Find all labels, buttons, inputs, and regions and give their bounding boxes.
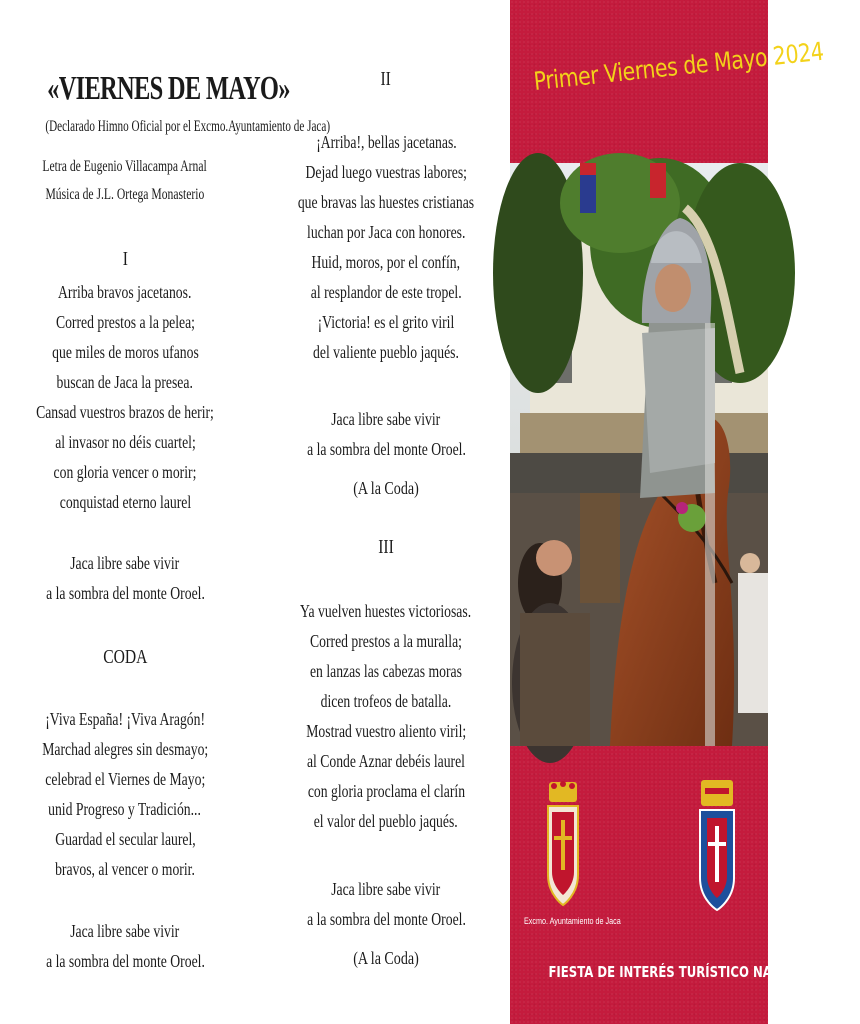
verse-line: bravos, al vencer o morir. [55,859,195,879]
verse-line: a la sombra del monte Oroel. [45,951,205,971]
verse-line: Huid, moros, por el confín, [311,252,461,272]
verse-line: Mostrad vuestro aliento viril; [306,721,466,741]
verse-line: al resplandor de este tropel. [310,282,462,302]
verse-line: Guardad el secular laurel, [54,829,196,849]
lyrics-column-middle [262,0,510,1024]
song-subtitle: (Declarado Himno Oficial por el Excmo.Ayuntamiento de Jaca) [45,118,331,135]
verse-line: que bravas las huestes cristianas [297,192,475,212]
music-credit: Música de J.L. Ortega Monasterio [45,186,205,203]
verse-line: Jaca libre sabe vivir [70,553,180,573]
verse-line: Arriba bravos jacetanos. [58,282,192,302]
verse-line: Jaca libre sabe vivir [70,921,180,941]
cover-title: Primer Viernes de Mayo 2024 [532,36,825,96]
chorus-1 [0,548,250,608]
verse-line: ¡Viva España! ¡Viva Aragón! [45,709,205,729]
verse-line: al invasor no déis cuartel; [54,432,196,452]
verse-line: Corred prestos a la muralla; [310,631,462,651]
section-heading-1: I [122,248,128,270]
coda-verse [0,704,250,884]
verse-line: del valiente pueblo jaqués. [313,342,459,362]
lyrics-column-left [0,0,331,1024]
coda-note-1: (A la Coda) [353,478,419,498]
verse-line: luchan por Jaca con honores. [306,222,466,242]
fiesta-tag: FIESTA DE INTERÉS TURÍSTICO NACIONAL [548,963,822,981]
coda-note-2: (A la Coda) [353,948,419,968]
verse-line: ¡Arriba!, bellas jacetanas. [315,132,457,152]
lyrics-credit: Letra de Eugenio Villacampa Arnal [42,158,208,175]
verse-line: celebrad el Viernes de Mayo; [45,769,205,789]
chorus-end [0,916,250,976]
verse-3 [262,596,510,836]
verse-line: conquistad eterno laurel [59,492,191,512]
verse-line: a la sombra del monte Oroel. [45,583,205,603]
verse-line: Jaca libre sabe vivir [331,879,441,899]
verse-line: a la sombra del monte Oroel. [306,909,466,929]
verse-line: con gloria vencer o morir; [53,462,197,482]
verse-line: al Conde Aznar debéis laurel [306,751,466,771]
verse-2 [262,127,510,367]
verse-line: en lanzas las cabezas moras [310,661,462,681]
chorus-3 [262,874,510,934]
chorus-2 [262,404,510,464]
verse-line: Corred prestos a la pelea; [55,312,195,332]
verse-line: Marchad alegres sin desmayo; [41,739,209,759]
verse-line: ¡Victoria! es el grito viril [317,312,455,332]
verse-line: Cansad vuestros brazos de herir; [36,402,214,422]
verse-line: unid Progreso y Tradición... [48,799,202,819]
verse-line: buscan de Jaca la presea. [56,372,194,392]
verse-line: dicen trofeos de batalla. [320,691,452,711]
coda-heading: CODA [102,646,148,668]
cover-photo [510,163,768,746]
verse-line: con gloria proclama el clarín [307,781,465,801]
verse-line: a la sombra del monte Oroel. [306,439,466,459]
section-heading-3: III [378,536,394,558]
medieval-rider-photo [510,163,768,746]
song-title: «VIERNES DE MAYO» [47,70,290,107]
verse-line: Ya vuelven huestes victoriosas. [300,601,472,621]
section-heading-2: II [380,68,392,90]
verse-1 [0,277,250,517]
verse-line: Dejad luego vuestras labores; [305,162,467,182]
coat-of-arms-jaca-icon [545,780,581,910]
verse-line: que miles de moros ufanos [51,342,199,362]
verse-line: Jaca libre sabe vivir [331,409,441,429]
verse-line: el valor del pueblo jaqués. [314,811,458,831]
coat-of-arms-aragon-icon [697,778,737,914]
crest-left-label: Excmo. Ayuntamiento de Jaca [524,916,621,926]
